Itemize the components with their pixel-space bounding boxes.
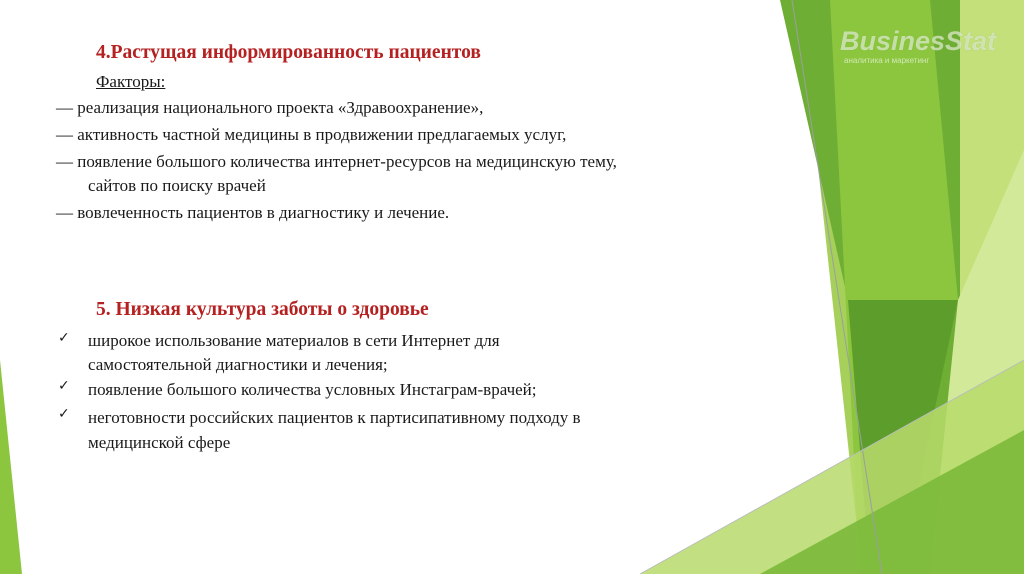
checkmark-icon: ✓ [58, 330, 70, 346]
left-green-sliver [0, 360, 22, 574]
section5-item-3-cont: медицинской сфере [88, 433, 231, 452]
section4-item-3-cont: сайтов по поиску врачей [88, 176, 266, 195]
section4-item-3: — появление большого количества интернет-ресурсов на медицинскую тему, [56, 152, 617, 171]
section4-item-4: — вовлеченность пациентов в диагностику и лечение. [56, 203, 450, 222]
section4-subtitle: Факторы: [96, 72, 166, 91]
section5-item-1: широкое использование материалов в сети Интернет для [88, 331, 500, 350]
section5-item-2: появление большого количества условных Инстаграм-врачей; [88, 380, 537, 399]
logo-word: BusinesStat [840, 26, 997, 56]
businesstat-logo [840, 26, 996, 65]
checkmark-icon: ✓ [58, 406, 70, 422]
section5-item-3: неготовности российских пациентов к партисипативному подходу в [88, 408, 581, 427]
logo-tagline: аналитика и маркетинг [844, 56, 930, 65]
section5-title: 5. Низкая культура заботы о здоровье [96, 299, 429, 320]
section5-item-1-cont: самостоятельной диагностики и лечения; [88, 355, 388, 374]
section4-title: 4.Растущая информированность пациентов [96, 42, 481, 63]
section4-item-2: — активность частной медицины в продвижении предлагаемых услуг, [56, 125, 567, 144]
section4-item-1: — реализация национального проекта «Здравоохранение», [56, 98, 484, 117]
checkmark-icon: ✓ [58, 378, 70, 394]
